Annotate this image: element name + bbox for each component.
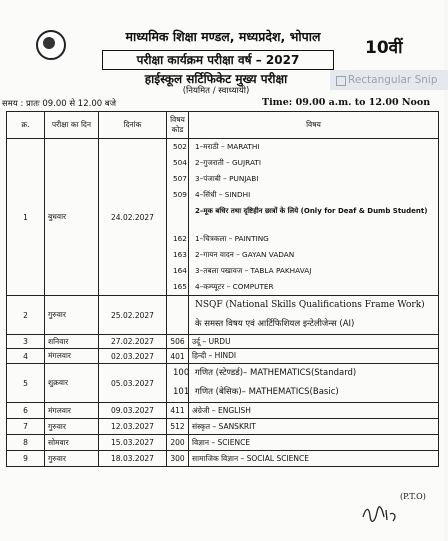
row-code: 401 — [167, 349, 189, 364]
row-day: गुरुवार — [45, 451, 99, 467]
row-code: 411 — [167, 403, 189, 419]
table-row — [7, 296, 439, 335]
subject-code-empty — [170, 203, 185, 231]
row-day: गुरुवार — [45, 296, 99, 335]
row-sr: 4 — [7, 349, 45, 364]
row-day: गुरुवार — [45, 419, 99, 435]
row-date: 15.03.2027 — [99, 435, 167, 451]
row-day: बुधवार — [45, 139, 99, 296]
row-date: 25.02.2027 — [99, 296, 167, 335]
table-row — [7, 435, 439, 451]
subject-code: 502 — [173, 142, 187, 151]
col-header-sr: क्र. — [7, 112, 45, 139]
row-subject: संस्कृत – SANSKRIT — [189, 419, 439, 435]
row-code: 506 — [167, 335, 189, 349]
row-day: शुक्रवार — [45, 364, 99, 403]
row-day: शनिवार — [45, 335, 99, 349]
table-row — [7, 419, 439, 435]
exam-subtitle: हाईस्कूल सर्टिफिकेट मुख्य परीक्षा — [144, 72, 288, 86]
snip-label: Rectangular Snip — [348, 74, 438, 86]
row-subjects — [189, 296, 439, 335]
table-row — [7, 451, 439, 467]
row-date: 27.02.2027 — [99, 335, 167, 349]
schedule-table — [6, 111, 439, 467]
table-header-row — [7, 112, 439, 139]
row-sr: 9 — [7, 451, 45, 467]
row-sr: 1 — [7, 139, 45, 296]
subject-code: 100 — [173, 368, 190, 378]
table-row — [7, 139, 439, 296]
row-code — [167, 296, 189, 335]
row-date: 09.03.2027 — [99, 403, 167, 419]
row-code: 200 — [167, 435, 189, 451]
subject-name: NSQF (National Skills Qualifications Frame Work) — [195, 300, 425, 310]
row-sr: 3 — [7, 335, 45, 349]
subject-name: 3–पंजाबी – PUNJABI — [195, 174, 259, 183]
row-code: 512 — [167, 419, 189, 435]
time-hindi: समय : प्रातः 09.00 से 12.00 बजे — [2, 99, 117, 109]
subject-name: 3–तबला पखावज – TABLA PAKHAVAJ — [195, 266, 312, 275]
subject-name: 1–चित्रकला – PAINTING — [195, 234, 269, 243]
subject-name: 4–सिंधी – SINDHI — [195, 190, 251, 199]
class-label: 10वीं — [365, 38, 403, 58]
row-sr: 6 — [7, 403, 45, 419]
table-row — [7, 364, 439, 403]
subject-code: 163 — [173, 250, 187, 259]
pto-note: (P.T.O) — [400, 492, 426, 501]
row-day: मंगलवार — [45, 403, 99, 419]
row-sr: 5 — [7, 364, 45, 403]
row-subjects — [189, 139, 439, 296]
col-header-code: विषय कोड — [167, 112, 189, 139]
subject-code: 162 — [173, 234, 187, 243]
snip-icon — [336, 76, 346, 86]
row-subject: हिन्दी – HINDI — [189, 349, 439, 364]
row-date: 05.03.2027 — [99, 364, 167, 403]
exam-program-title: परीक्षा कार्यक्रम परीक्षा वर्ष – 2027 — [102, 50, 334, 70]
subject-note: 2–मूक बधिर तथा दृष्टिहीन छात्रों के लिये (Only for Deaf & Dumb Student) — [195, 207, 428, 215]
row-date: 18.03.2027 — [99, 451, 167, 467]
col-header-day: परीक्षा का दिन — [45, 112, 99, 139]
row-subjects — [189, 364, 439, 403]
row-codes — [167, 139, 189, 296]
subject-name: 4–कम्प्यूटर – COMPUTER — [195, 282, 274, 291]
subject-code: 504 — [173, 158, 187, 167]
org-title: माध्यमिक शिक्षा मण्डल, मध्यप्रदेश, भोपाल — [125, 29, 321, 44]
subject-code: 164 — [173, 266, 187, 275]
col-header-subject: विषय — [189, 112, 439, 139]
snip-watermark — [330, 70, 448, 90]
row-sr: 7 — [7, 419, 45, 435]
row-sr: 8 — [7, 435, 45, 451]
table-row — [7, 403, 439, 419]
row-subject: सामाजिक विज्ञान – SOCIAL SCIENCE — [189, 451, 439, 467]
row-subject: अंग्रेजी – ENGLISH — [189, 403, 439, 419]
subject-code: 101 — [173, 387, 190, 397]
exam-subnote: (नियमित / स्वाध्यायी) — [182, 86, 250, 96]
table-row — [7, 335, 439, 349]
subject-code: 509 — [173, 190, 187, 199]
subject-name: 2–गुजराती – GUJRATI — [195, 158, 261, 167]
subject-code: 507 — [173, 174, 187, 183]
row-code: 300 — [167, 451, 189, 467]
time-english: Time: 09.00 a.m. to 12.00 Noon — [262, 97, 431, 108]
row-day: सोमवार — [45, 435, 99, 451]
subject-name: 1–मराठी – MARATHI — [195, 142, 260, 151]
row-subject: विज्ञान – SCIENCE — [189, 435, 439, 451]
row-day: मंगलवार — [45, 349, 99, 364]
subject-code: 165 — [173, 282, 187, 291]
row-date: 24.02.2027 — [99, 139, 167, 296]
subject-name: गणित (बेसिक)– MATHEMATICS(Basic) — [195, 387, 339, 397]
subject-name: 2–गायन वादन – GAYAN VADAN — [195, 250, 295, 259]
subject-name: गणित (स्टेण्डर्ड)– MATHEMATICS(Standard) — [195, 368, 357, 378]
row-subject: उर्दू – URDU — [189, 335, 439, 349]
subject-name: के समस्त विषय एवं आर्टिफिशियल इन्टेलीजेन्स (AI) — [195, 319, 355, 329]
row-date: 12.03.2027 — [99, 419, 167, 435]
row-date: 02.03.2027 — [99, 349, 167, 364]
board-logo-icon — [36, 30, 66, 60]
col-header-date: दिनांक — [99, 112, 167, 139]
table-row — [7, 349, 439, 364]
row-codes — [167, 364, 189, 403]
row-sr: 2 — [7, 296, 45, 335]
signature-icon — [360, 502, 400, 526]
